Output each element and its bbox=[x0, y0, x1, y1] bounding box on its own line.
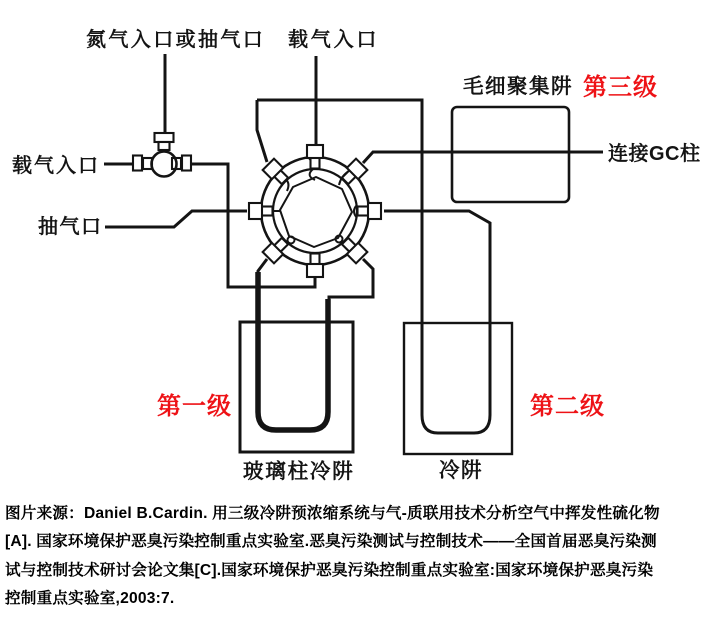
stage2-label: 第二级 bbox=[530, 393, 605, 420]
gc-column-label: 连接GC柱 bbox=[608, 143, 701, 165]
pump-port-label: 抽气口 bbox=[38, 216, 103, 238]
valve-port-fittings bbox=[249, 145, 381, 277]
port-right bbox=[358, 203, 382, 219]
three-way-valve bbox=[133, 133, 191, 177]
eight-port-valve bbox=[249, 145, 381, 277]
valve-bottom-line bbox=[192, 164, 315, 287]
stage1-label: 第一级 bbox=[157, 393, 232, 420]
port-bottom bbox=[307, 254, 323, 278]
stage3-box bbox=[452, 107, 569, 202]
carrier-left-label: 载气入口 bbox=[12, 155, 100, 177]
gc-line bbox=[363, 152, 603, 163]
capillary-trap-label: 毛细聚集阱 bbox=[463, 75, 573, 98]
stage3-label: 第三级 bbox=[583, 74, 658, 101]
port-left bbox=[249, 203, 273, 219]
trap1-label: 玻璃柱冷阱 bbox=[243, 460, 355, 483]
trap2-label: 冷阱 bbox=[439, 459, 483, 482]
trap1-right-connector bbox=[329, 259, 373, 330]
caption-line: 图片来源：Daniel B.Cardin. 用三级冷阱预浓缩系统与气-质联用技术分析空气中挥发性硫化物 bbox=[5, 505, 660, 522]
port-top bbox=[307, 145, 323, 169]
upper-left-connector bbox=[257, 100, 267, 162]
carrier-top-label: 载气入口 bbox=[288, 29, 380, 51]
n2-inlet-label: 氮气入口或抽气口 bbox=[86, 29, 266, 51]
caption-line: [A]. 国家环境保护恶臭污染控制重点实验室.恶臭污染测试与控制技术——全国首届恶臭污染测 bbox=[5, 533, 657, 551]
caption-line: 试与控制技术研讨会论文集[C].国家环境保护恶臭污染控制重点实验室:国家环境保护恶臭污染 bbox=[5, 561, 654, 579]
port-upper-left bbox=[263, 159, 291, 187]
caption-line: 控制重点实验室,2003:7. bbox=[5, 590, 175, 608]
pump-port-line bbox=[105, 211, 247, 227]
trap2-loop-line bbox=[257, 100, 490, 433]
trap1-utube bbox=[258, 272, 328, 430]
citation-caption bbox=[5, 500, 721, 614]
